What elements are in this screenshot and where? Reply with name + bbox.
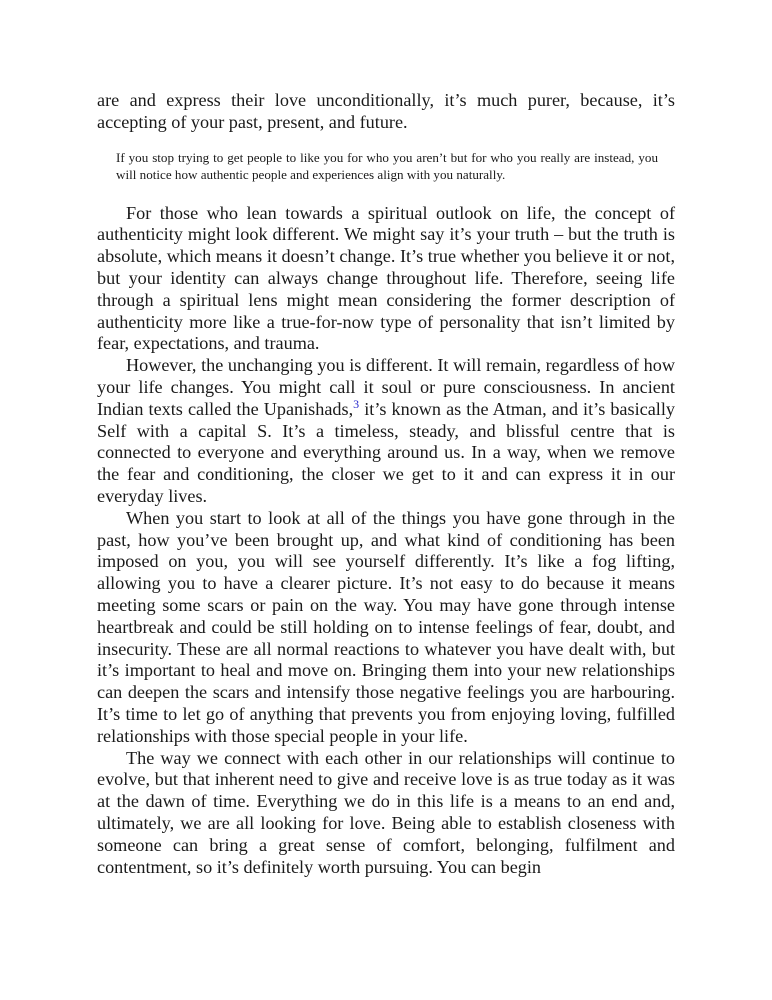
- paragraph-connection: The way we connect with each other in our relationships will continue to evolve, but that inherent need to give and receive love is as true today as it was at the dawn of time. Everything we do in this life is a means to an end and, ultimately, we are all looking for love. Being able to establish closeness with someone can bring a great sense of comfort, belonging, fulfilment and contentment, so it’s definitely worth pursuing. You can begin: [97, 747, 675, 877]
- paragraph-text-before-footnote: However, the unchanging you is different. It will remain, regardless of how your life changes. You might call it soul or pure consciousness. In ancient Indian texts called the Upanishads,: [97, 355, 675, 419]
- paragraph-text-after-footnote: it’s known as the Atman, and it’s basically Self with a capital S. It’s a timeless, steady, and blissful centre that is connected to everyone and everything around us. In a way, when we remove the fear and conditioning, the closer we get to it and can express it in our everyday lives.: [97, 398, 675, 506]
- opening-paragraph: are and express their love unconditionally, it’s much purer, because, it’s accepting of your past, present, and future.: [97, 90, 675, 132]
- block-quote: If you stop trying to get people to like you for who you aren’t but for who you really are instead, you will notice how authentic people and experiences align with you naturally.: [116, 149, 658, 183]
- paragraph-unchanging-self: [97, 355, 675, 508]
- paragraph-conditioning: When you start to look at all of the things you have gone through in the past, how you’ve been brought up, and what kind of conditioning has been imposed on you, you will see yourself differently. It’s like a fog lifting, allowing you to have a clearer picture. It’s not easy to do because it means meeting some scars or pain on the way. You may have gone through intense heartbreak and could be still holding on to intense feelings of fear, doubt, and insecurity. These are all normal reactions to whatever you have dealt with, but it’s important to heal and move on. Bringing them into your new relationships can deepen the scars and intensify those negative feelings you are harbouring. It’s time to let go of anything that prevents you from enjoying loving, fulfilled relationships with those special people in your life.: [97, 507, 675, 746]
- footnote-reference-link[interactable]: 3: [353, 396, 360, 411]
- paragraph-spiritual-outlook: For those who lean towards a spiritual outlook on life, the concept of authenticity might look different. We might say it’s your truth – but the truth is absolute, which means it doesn’t change. It’s true whether you believe it or not, but your identity can always change throughout life. Therefore, seeing life through a spiritual lens might mean considering the former description of authenticity more like a true-for-now type of personality that isn’t limited by fear, expectations, and trauma.: [97, 202, 675, 354]
- document-page: [97, 90, 675, 878]
